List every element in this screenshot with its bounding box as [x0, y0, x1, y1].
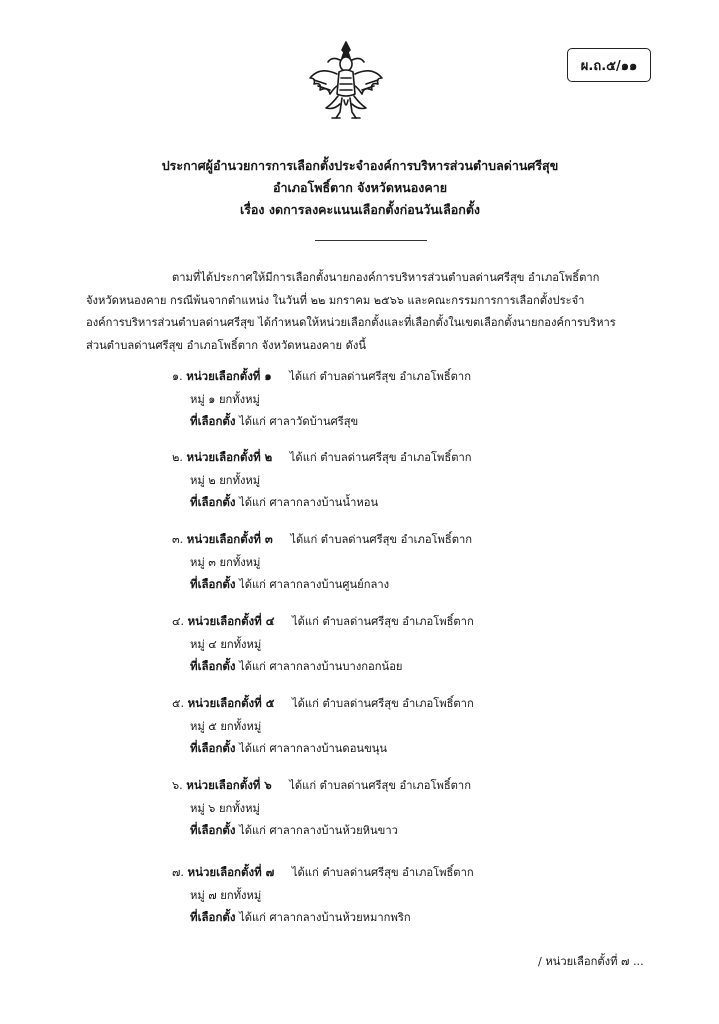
unit-number: ๑.	[172, 370, 183, 383]
place-name: ได้แก่ ศาลาวัดบ้านศรีสุข	[239, 415, 359, 428]
unit-area: ได้แก่ ตำบลด่านศรีสุข อำเภอโพธิ์ตาก	[289, 779, 471, 792]
unit-area: ได้แก่ ตำบลด่านศรีสุข อำเภอโพธิ์ตาก	[292, 615, 474, 628]
unit-place-row	[190, 575, 389, 594]
unit-area: ได้แก่ ตำบลด่านศรีสุข อำเภอโพธิ์ตาก	[289, 451, 472, 464]
unit-village: หมู่ ๒ ยกทั้งหมู่	[190, 474, 261, 487]
place-label: ที่เลือกตั้ง	[190, 659, 236, 673]
unit-number: ๖.	[172, 779, 183, 792]
place-name: ได้แก่ ศาลากลางบ้านน้ำหอน	[239, 496, 379, 509]
place-label: ที่เลือกตั้ง	[190, 823, 236, 837]
unit-label: หน่วยเลือกตั้งที่ ๕	[187, 696, 275, 710]
announcement-title: ประกาศผู้อำนวยการการเลือกตั้งประจำองค์การบริหารส่วนตำบลด่านศรีสุข	[161, 158, 559, 173]
place-name: ได้แก่ ศาลากลางบ้านบางกอกน้อย	[239, 660, 403, 673]
place-name: ได้แก่ ศาลากลางบ้านศูนย์กลาง	[239, 578, 390, 591]
unit-village: หมู่ ๑ ยกทั้งหมู่	[190, 393, 260, 406]
unit-label: หน่วยเลือกตั้งที่ ๔	[187, 614, 275, 628]
unit-village: หมู่ ๕ ยกทั้งหมู่	[190, 720, 262, 733]
title-divider	[315, 240, 427, 241]
unit-heading	[172, 694, 474, 713]
unit-label: หน่วยเลือกตั้งที่ ๓	[186, 532, 273, 546]
unit-heading	[172, 612, 474, 631]
unit-label: หน่วยเลือกตั้งที่ ๑	[186, 369, 272, 383]
unit-village: หมู่ ๓ ยกทั้งหมู่	[190, 556, 261, 569]
unit-area: ได้แก่ ตำบลด่านศรีสุข อำเภอโพธิ์ตาก	[289, 370, 471, 383]
intro-line: จังหวัดหนองคาย กรณีพ้นจากตำแหน่ง ในวันที่ ๒๒ มกราคม ๒๕๖๖ และคณะกรรมการการเลือกตั้งประจำ	[86, 294, 585, 307]
announcement-subject: เรื่อง งดการลงคะแนนเลือกตั้งก่อนวันเลือกตั้ง	[239, 202, 481, 217]
unit-heading	[172, 367, 471, 386]
announcement-location: อำเภอโพธิ์ตาก จังหวัดหนองคาย	[272, 180, 448, 195]
unit-place-row	[190, 493, 378, 512]
unit-number: ๒.	[172, 451, 183, 464]
unit-area: ได้แก่ ตำบลด่านศรีสุข อำเภอโพธิ์ตาก	[292, 697, 474, 710]
unit-number: ๗.	[172, 866, 184, 879]
unit-label: หน่วยเลือกตั้งที่ ๗	[187, 865, 275, 879]
place-name: ได้แก่ ศาลากลางบ้านห้วยหินขาว	[239, 824, 398, 837]
place-name: ได้แก่ ศาลากลางบ้านดอนขนุน	[239, 742, 388, 755]
unit-label: หน่วยเลือกตั้งที่ ๖	[186, 778, 272, 792]
intro-line: ส่วนตำบลด่านศรีสุข อำเภอโพธิ์ตาก จังหวัดหนองคาย ดังนี้	[86, 339, 367, 352]
unit-number: ๓.	[172, 533, 184, 546]
unit-place-row	[190, 821, 398, 840]
place-label: ที่เลือกตั้ง	[190, 741, 236, 755]
place-label: ที่เลือกตั้ง	[190, 910, 236, 924]
unit-label: หน่วยเลือกตั้งที่ ๒	[186, 450, 273, 464]
form-code-box: ผ.ถ.๕/๑๑	[567, 48, 651, 82]
unit-heading	[172, 530, 472, 549]
unit-place-row	[190, 657, 402, 676]
unit-area: ได้แก่ ตำบลด่านศรีสุข อำเภอโพธิ์ตาก	[290, 533, 473, 546]
unit-number: ๔.	[172, 615, 185, 628]
place-label: ที่เลือกตั้ง	[190, 495, 236, 509]
unit-village: หมู่ ๗ ยกทั้งหมู่	[190, 889, 262, 902]
unit-place-row	[190, 412, 358, 431]
intro-line: องค์การบริหารส่วนตำบลด่านศรีสุข ได้กำหนดให้หน่วยเลือกตั้งและที่เลือกตั้งในเขตเลือกตั้งนายกองค์การบริหาร	[86, 316, 616, 329]
unit-place-row	[190, 739, 387, 758]
place-label: ที่เลือกตั้ง	[190, 577, 236, 591]
garuda-emblem-icon	[306, 38, 386, 126]
intro-line: ตามที่ได้ประกาศให้มีการเลือกตั้งนายกองค์การบริหารส่วนตำบลด่านศรีสุข อำเภอโพธิ์ตาก	[172, 271, 600, 284]
continued-note: / หน่วยเลือกตั้งที่ ๗ ...	[538, 955, 644, 968]
unit-heading	[172, 776, 471, 795]
unit-village: หมู่ ๖ ยกทั้งหมู่	[190, 802, 260, 815]
unit-village: หมู่ ๔ ยกทั้งหมู่	[190, 638, 262, 651]
unit-place-row	[190, 908, 411, 927]
unit-heading	[172, 863, 474, 882]
unit-number: ๕.	[172, 697, 185, 710]
unit-heading	[172, 448, 472, 467]
place-label: ที่เลือกตั้ง	[190, 414, 236, 428]
unit-area: ได้แก่ ตำบลด่านศรีสุข อำเภอโพธิ์ตาก	[291, 866, 474, 879]
place-name: ได้แก่ ศาลากลางบ้านห้วยหมากพริก	[239, 911, 411, 924]
